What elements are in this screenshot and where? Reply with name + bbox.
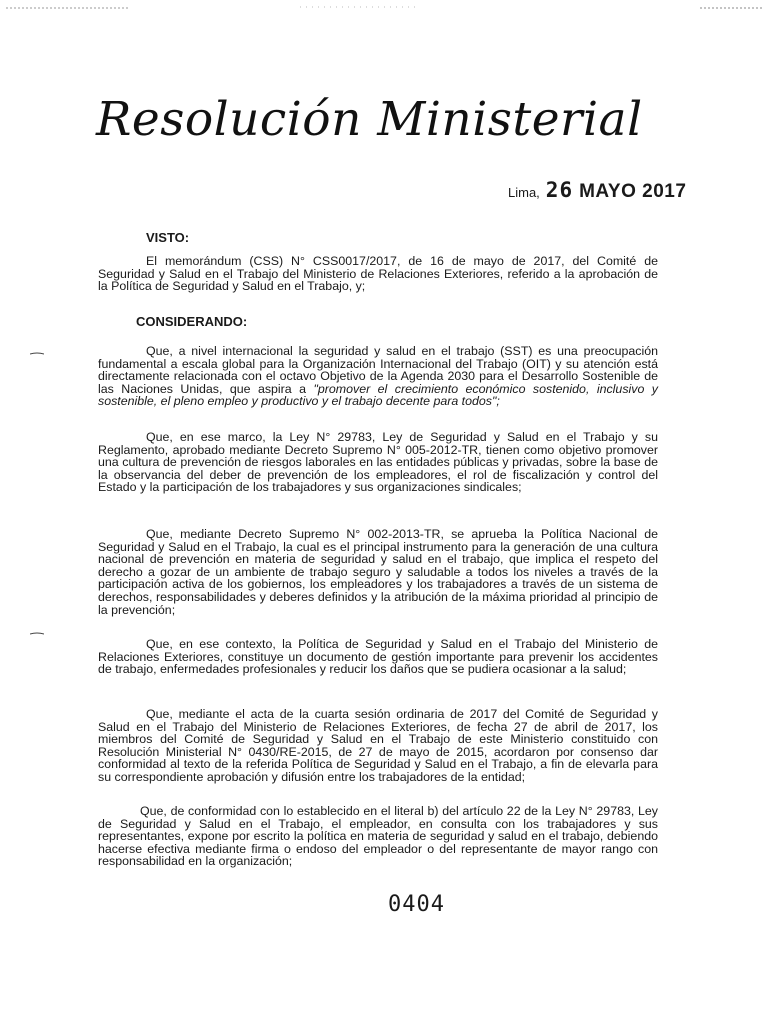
- city: Lima,: [508, 185, 540, 200]
- dateline: [508, 178, 686, 203]
- date-day: 26: [545, 178, 574, 202]
- paragraph-1-quote: "promover el crecimiento económico sostenido, inclusivo y sostenible, el pleno empleo y productivo y el trabajo decente para todos";: [98, 381, 658, 409]
- margin-mark: [30, 632, 44, 635]
- paragraph-5: Que, mediante el acta de la cuarta sesión ordinaria de 2017 del Comité de Seguridad y Salud en el Trabajo del Ministerio de Relaciones Exteriores, de fecha 27 de abril de 2017, los miembros del Comité de Seguridad y Salud en el Trabajo de este Ministerio constituido con Resolución Ministerial N° 0430/RE-2015, de 27 de mayo de 2015, acordaron por consenso dar conformidad al texto de la referida Política de Seguridad y Salud en el Trabajo, a fin de elevarla para su correspondiente aprobación y difusión entre los trabajadores de la entidad;: [98, 707, 658, 784]
- margin-mark: [30, 352, 44, 355]
- page-number: 0404: [388, 892, 445, 917]
- paragraph-6: Que, de conformidad con lo establecido en el literal b) del artículo 22 de la Ley N° 29783, Ley de Seguridad y Salud en el Trabajo, el empleador, en consulta con los trabajadores y sus representantes, expone por escrito la política en materia de seguridad y salud en el trabajo, debiendo hacerse efectiva mediante firma o endoso del empleador o del representante de mayor rango con responsabilidad en la organización;: [98, 804, 658, 869]
- document-title: Resolución Ministerial: [96, 92, 643, 147]
- paragraph-1-text: Que, a nivel internacional la seguridad y salud en el trabajo (SST) es una preocupación fundamental a escala global para la Organización Internacional del Trabajo (OIT) y su atención está directamente relacionada con el octavo Objetivo de la Agenda 2030 para el Desarrollo Sostenible de las Naciones Unidas, que aspira a: [98, 344, 658, 396]
- paragraph-visto: El memorándum (CSS) N° CSS0017/2017, de 16 de mayo de 2017, del Comité de Seguridad y Salud en el Trabajo del Ministerio de Relaciones Exteriores, referido a la aprobación de la Política de Seguridad y Salud en el Trabajo, y;: [98, 254, 658, 294]
- date-month-year: MAYO 2017: [579, 181, 687, 202]
- scan-artifact-top: [0, 4, 768, 12]
- visto-heading: VISTO:: [146, 230, 190, 245]
- paragraph-3: Que, mediante Decreto Supremo N° 002-2013-TR, se aprueba la Política Nacional de Seguridad y Salud en el Trabajo, la cual es el principal instrumento para la generación de una cultura nacional de prevención en materia de seguridad y salud en el trabajo, que implica el respeto del derecho a gozar de un ambiente de trabajo seguro y saludable a todos los niveles a través de la participación activa de los gobiernos, los empleadores y los trabajadores a través de un sistema de derechos, responsabilidades y deberes definidos y la atribución de la máxima prioridad al principio de la prevención;: [98, 527, 658, 617]
- paragraph-2: Que, en ese marco, la Ley N° 29783, Ley de Seguridad y Salud en el Trabajo y su Reglamento, aprobado mediante Decreto Supremo N° 005-2012-TR, tienen como objetivo promover una cultura de prevención de riesgos laborales en las entidades públicas y privadas, sobre la base de la observancia del deber de prevención de los empleadores, el rol de fiscalización y control del Estado y la participación de los trabajadores y sus organizaciones sindicales;: [98, 430, 658, 495]
- paragraph-1: [98, 345, 658, 408]
- considerando-heading: CONSIDERANDO:: [136, 314, 248, 329]
- paragraph-4: Que, en ese contexto, la Política de Seguridad y Salud en el Trabajo del Ministerio de Relaciones Exteriores, constituye un documento de gestión importante para prevenir los accidentes de trabajo, enfermedades profesionales y reducir los daños que se pudiera ocasionar a la salud;: [98, 637, 658, 677]
